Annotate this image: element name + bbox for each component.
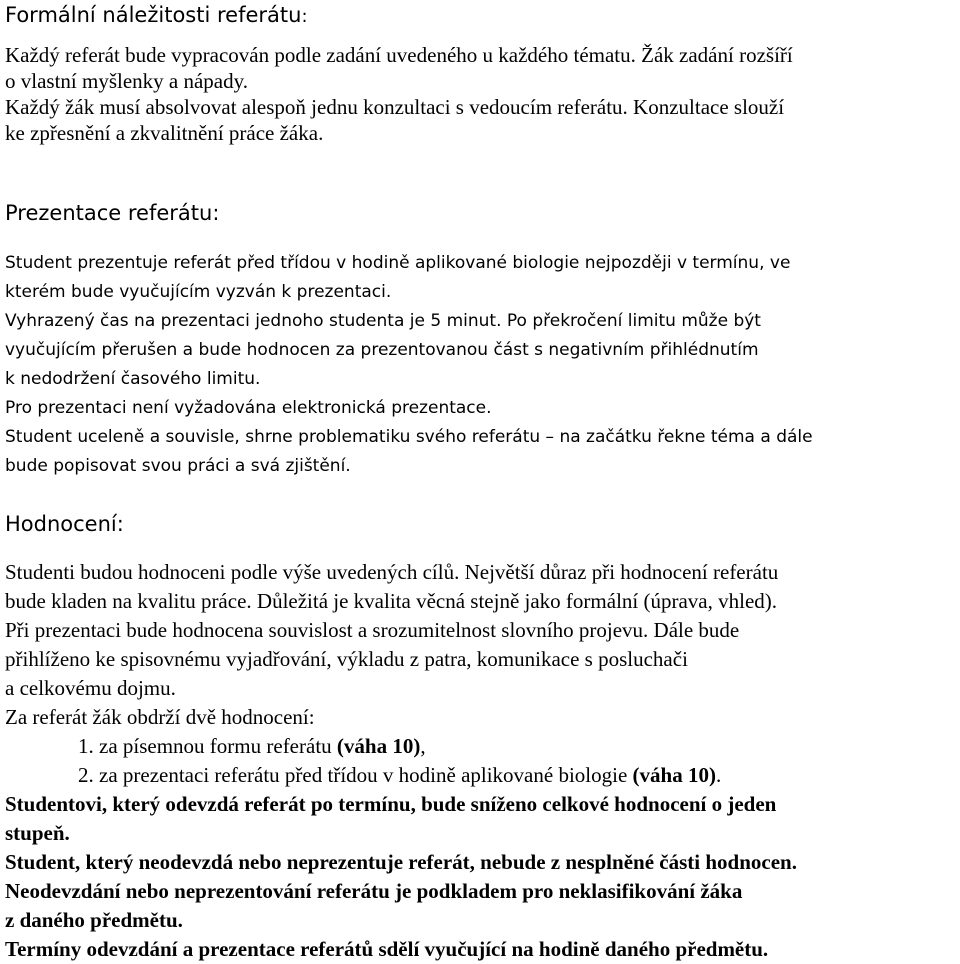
heading-presentation: Prezentace referátu: xyxy=(5,201,220,225)
text-line: Za referát žák obdrží dvě hodnocení: xyxy=(5,705,315,729)
list-item-weight: (váha 10) xyxy=(336,734,421,758)
list-item-punct: , xyxy=(420,734,426,758)
text-line: o vlastní myšlenky a nápady. xyxy=(5,69,249,93)
text-line: Každý referát bude vypracován podle zadání uvedeného u každého tématu. Žák zadání rozšíří xyxy=(5,43,793,67)
text-line: Pro prezentaci není vyžadována elektronická prezentace. xyxy=(5,398,492,418)
bold-text-line: z daného předmětu. xyxy=(5,908,183,932)
evaluation-paragraph xyxy=(5,558,797,964)
text-line: Každý žák musí absolvovat alespoň jednu konzultaci s vedoucím referátu. Konzultace slouží xyxy=(5,95,785,119)
text-line: Při prezentaci bude hodnocena souvislost a srozumitelnost slovního projevu. Dále bude xyxy=(5,618,740,642)
text-line: Vyhrazený čas na prezentaci jednoho studenta je 5 minut. Po překročení limitu může být xyxy=(5,311,761,331)
bold-text-line: stupeň. xyxy=(5,821,70,845)
text-line: vyučujícím přerušen a bude hodnocen za prezentovanou část s negativním přihlédnutím xyxy=(5,340,759,360)
text-line: a celkovému dojmu. xyxy=(5,676,176,700)
text-line: přihlíženo ke spisovnému vyjadřování, výkladu z patra, komunikace s posluchači xyxy=(5,647,688,671)
list-item xyxy=(5,732,797,761)
heading-evaluation: Hodnocení: xyxy=(5,512,124,536)
text-line: Studenti budou hodnoceni podle výše uvedených cílů. Největší důraz při hodnocení referátu xyxy=(5,560,779,584)
text-line: bude popisovat svou práci a svá zjištění. xyxy=(5,456,351,476)
heading-formal-colon: : xyxy=(301,6,308,27)
bold-text-line: Termíny odevzdání a prezentace referátů sdělí vyučující na hodině daného předmětu. xyxy=(5,937,769,961)
text-line: Student prezentuje referát před třídou v hodině aplikované biologie nejpozději v termínu, ve xyxy=(5,253,791,273)
list-item-punct: . xyxy=(715,763,722,787)
list-item-weight: (váha 10) xyxy=(632,763,716,787)
text-line: bude kladen na kvalitu práce. Důležitá je kvalita věcná stejně jako formální (úprava, vhled). xyxy=(5,589,778,613)
list-item-text: 2. za prezentaci referátu před třídou v hodině aplikované biologie xyxy=(78,763,633,787)
text-line: kterém bude vyučujícím vyzván k prezentaci. xyxy=(5,282,392,302)
list-item-text: 1. za písemnou formu referátu xyxy=(78,734,337,758)
bold-text-line: Studentovi, který odevzdá referát po termínu, bude sníženo celkové hodnocení o jeden xyxy=(5,792,777,816)
bold-text-line: Student, který neodevzdá nebo neprezentuje referát, nebude z nesplněné části hodnocen. xyxy=(5,850,797,874)
bold-text-line: Neodevzdání nebo neprezentování referátu je podkladem pro neklasifikování žáka xyxy=(5,879,743,903)
heading-formal xyxy=(5,3,308,27)
formal-paragraph xyxy=(5,42,793,146)
text-line: k nedodržení časového limitu. xyxy=(5,369,261,389)
list-item xyxy=(5,761,797,790)
heading-formal-text: Formální náležitosti referátu xyxy=(5,3,302,27)
text-line: ke zpřesnění a zkvalitnění práce žáka. xyxy=(5,121,324,145)
text-line: Student uceleně a souvisle, shrne problematiku svého referátu – na začátku řekne téma a dále xyxy=(5,427,813,447)
presentation-paragraph xyxy=(5,249,813,481)
